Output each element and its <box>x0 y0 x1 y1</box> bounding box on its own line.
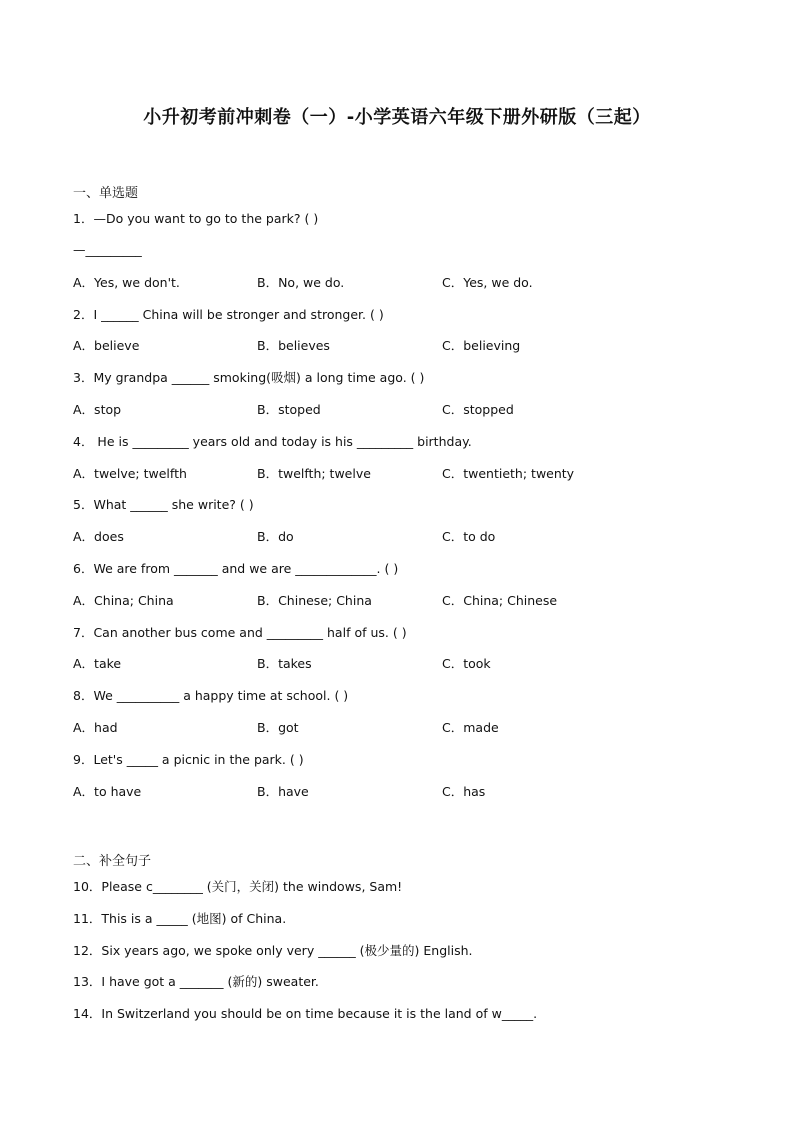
question-14: 14．In Switzerland you should be on time because it is the land of w_____. <box>73 1006 538 1021</box>
question-7-option-b: B．takes <box>257 656 312 671</box>
question-7: 7．Can another bus come and _________ half of us. ( ) <box>73 625 407 640</box>
question-8-option-a: A．had <box>73 720 118 735</box>
question-4-option-c: C．twentieth; twenty <box>442 466 575 481</box>
question-6: 6．We are from _______ and we are _____________. ( ) <box>73 561 399 576</box>
question-1-option-a: A．Yes, we don't. <box>73 275 180 290</box>
question-5: 5．What ______ she write? ( ) <box>73 497 254 512</box>
question-9: 9．Let's _____ a picnic in the park. ( ) <box>73 752 304 767</box>
question-9-option-b: B．have <box>257 784 309 799</box>
question-3-option-a: A．stop <box>73 402 122 417</box>
question-5-option-a: A．does <box>73 529 124 544</box>
question-1-option-c: C．Yes, we do. <box>442 275 533 290</box>
question-10: 10．Please c________ (关门，关闭) the windows, Sam! <box>73 879 403 894</box>
question-6-option-b: B．Chinese; China <box>257 593 372 608</box>
question-4: 4． He is _________ years old and today is his _________ birthday. <box>73 434 472 449</box>
question-2-option-b: B．believes <box>257 338 330 353</box>
question-6-option-a: A．China; China <box>73 593 174 608</box>
question-7-option-c: C．took <box>442 656 491 671</box>
question-9-option-a: A．to have <box>73 784 142 799</box>
question-2-option-c: C．believing <box>442 338 521 353</box>
question-1-option-b: B．No, we do. <box>257 275 345 290</box>
question-1-answer-line: —_________ <box>73 242 142 257</box>
question-5-option-c: C．to do <box>442 529 496 544</box>
question-5-option-b: B．do <box>257 529 294 544</box>
section-heading-complete-sentences: 二、补全句子 <box>73 854 152 869</box>
question-8-option-b: B．got <box>257 720 299 735</box>
question-3-option-c: C．stopped <box>442 402 514 417</box>
question-12: 12．Six years ago, we spoke only very ______ (极少量的) English. <box>73 943 473 958</box>
question-4-option-b: B．twelfth; twelve <box>257 466 371 481</box>
question-9-option-c: C．has <box>442 784 486 799</box>
question-2-option-a: A．believe <box>73 338 140 353</box>
page-title: 小升初考前冲刺卷（一）-小学英语六年级下册外研版（三起） <box>143 107 651 128</box>
question-1: 1．—Do you want to go to the park? ( ) <box>73 211 319 226</box>
question-3-option-b: B．stoped <box>257 402 321 417</box>
question-6-option-c: C．China; Chinese <box>442 593 558 608</box>
question-2: 2．I ______ China will be stronger and stronger. ( ) <box>73 307 384 322</box>
question-4-option-a: A．twelve; twelfth <box>73 466 187 481</box>
question-13: 13．I have got a _______ (新的) sweater. <box>73 974 319 989</box>
section-heading-single-choice: 一、单选题 <box>73 186 139 201</box>
question-11: 11．This is a _____ (地图) of China. <box>73 911 287 926</box>
question-8-option-c: C．made <box>442 720 499 735</box>
question-8: 8．We __________ a happy time at school. ( ) <box>73 688 349 703</box>
question-7-option-a: A．take <box>73 656 122 671</box>
question-3: 3．My grandpa ______ smoking(吸烟) a long time ago. ( ) <box>73 370 425 385</box>
